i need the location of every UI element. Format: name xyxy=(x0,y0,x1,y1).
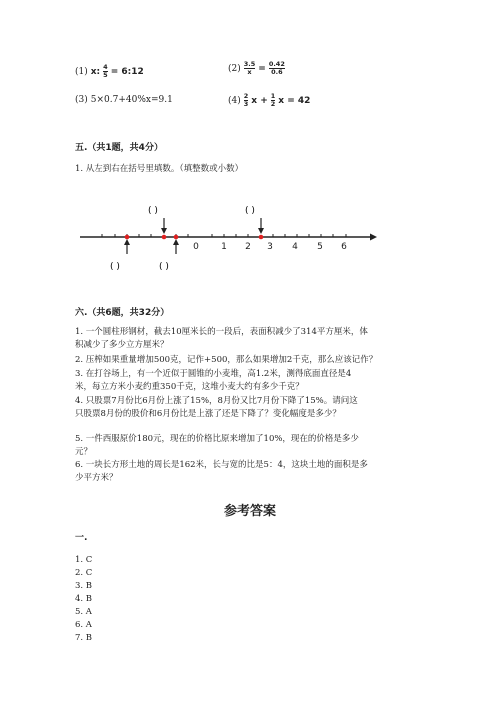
tick-label: 3 xyxy=(267,242,273,252)
equation-3 xyxy=(75,95,173,105)
equation-number: (4) xyxy=(228,95,241,106)
fraction xyxy=(269,61,285,76)
question-line: 只股票8月份的股价和6月份比是上涨了还是下降了？变化幅度是多少？ xyxy=(75,409,341,419)
equation-1 xyxy=(75,64,144,79)
answer-item: 3. B xyxy=(75,581,93,591)
answer-item: 5. A xyxy=(75,607,92,617)
fraction-numerator: 3.5 xyxy=(243,60,256,68)
fraction-denominator: 0.6 xyxy=(271,68,283,76)
equation-number: (1) xyxy=(75,66,88,77)
equals-sign: = xyxy=(258,63,266,74)
fraction-denominator: 3 xyxy=(243,100,249,108)
red-point-marker xyxy=(162,235,167,240)
tick-label: 4 xyxy=(292,242,298,252)
answer-paren-bottom-left: ( ) xyxy=(110,262,120,272)
answers-title: 参考答案 xyxy=(223,504,276,519)
red-point-marker xyxy=(125,235,130,240)
arrow-head-icon xyxy=(258,228,264,234)
red-point-marker xyxy=(174,235,179,240)
number-line-diagram xyxy=(70,198,390,278)
axis-arrow-icon xyxy=(370,234,377,241)
fraction-denominator: 5 xyxy=(103,71,108,79)
tick-label: 0 xyxy=(193,242,199,252)
tick-label: 5 xyxy=(317,242,323,252)
red-point-marker xyxy=(259,235,264,240)
equation-2 xyxy=(228,61,285,76)
fraction-numerator: 4 xyxy=(103,63,108,71)
equation-number: (2) xyxy=(228,63,241,74)
arrow-head-icon xyxy=(173,239,179,245)
answer-item: 6. A xyxy=(75,620,92,630)
arrow-head-icon xyxy=(124,239,130,245)
answer-item: 4. B xyxy=(75,594,93,604)
question-line: 元？ xyxy=(75,447,93,457)
question-line: 积减少了多少立方厘米？ xyxy=(75,340,169,350)
equation-4 xyxy=(228,93,310,108)
fraction xyxy=(103,64,108,79)
question-line: 6. 一块长方形土地的周长是162米，长与宽的比是5：4，这块土地的面积是多 xyxy=(75,460,368,470)
question-line: 3. 在打谷场上，有一个近似于圆锥的小麦堆，高1.2米，测得底面直径是4 xyxy=(75,369,352,379)
question-line: 米，每立方米小麦约重350千克，这堆小麦大约有多少千克？ xyxy=(75,382,304,392)
equation-term: x = 42 xyxy=(278,95,311,106)
section-5-question: 1. 从左到右在括号里填数。（填整数或小数） xyxy=(75,164,244,174)
equation-lhs: x: xyxy=(90,66,101,77)
fraction-numerator: 2 xyxy=(243,92,249,100)
answer-item: 2. C xyxy=(75,568,93,578)
question-line: 5. 一件西服原价180元，现在的价格比原来增加了10%，现在的价格是多少 xyxy=(75,434,359,444)
answer-paren-top-left: ( ) xyxy=(148,206,158,216)
arrow-head-icon xyxy=(161,228,167,234)
fraction xyxy=(271,93,276,108)
tick-label: 2 xyxy=(245,242,251,252)
equation-term: x + xyxy=(251,95,268,106)
question-line: 4. 只股票7月份比6月份上涨了15%，8月份又比7月份下降了15%。请问这 xyxy=(75,396,358,406)
answer-paren-top-right: ( ) xyxy=(245,206,255,216)
question-line: 少平方米？ xyxy=(75,473,118,483)
fraction xyxy=(244,93,249,108)
answers-section-heading: 一. xyxy=(75,533,88,543)
answer-list xyxy=(75,554,92,645)
answer-paren-bottom-right: ( ) xyxy=(159,262,169,272)
tick-label: 6 xyxy=(341,242,347,252)
question-line: 2. 压榨如果重量增加500克，记作+500，那么如果增加2千克，那么应该记作？ xyxy=(75,355,378,365)
fraction xyxy=(244,61,256,76)
fraction-numerator: 0.42 xyxy=(268,60,285,68)
minor-ticks xyxy=(102,234,346,237)
section-5-heading: 五.（共1题，共4分） xyxy=(75,143,163,153)
fraction-numerator: 1 xyxy=(270,92,276,100)
equation-text: 5×0.7+40%x=9.1 xyxy=(90,95,173,105)
fraction-denominator: x xyxy=(247,68,252,76)
equation-rhs: = 6:12 xyxy=(110,66,144,77)
fraction-denominator: 2 xyxy=(270,100,276,108)
answer-item: 7. B xyxy=(75,633,93,643)
question-line: 1. 一个圆柱形钢材，截去10厘米长的一段后，表面积减少了314平方厘米，体 xyxy=(75,327,368,337)
equation-number: (3) xyxy=(75,95,88,105)
section-6-heading: 六.（共6题，共32分） xyxy=(75,308,170,318)
tick-label: 1 xyxy=(221,242,227,252)
answer-item: 1. C xyxy=(75,555,93,565)
